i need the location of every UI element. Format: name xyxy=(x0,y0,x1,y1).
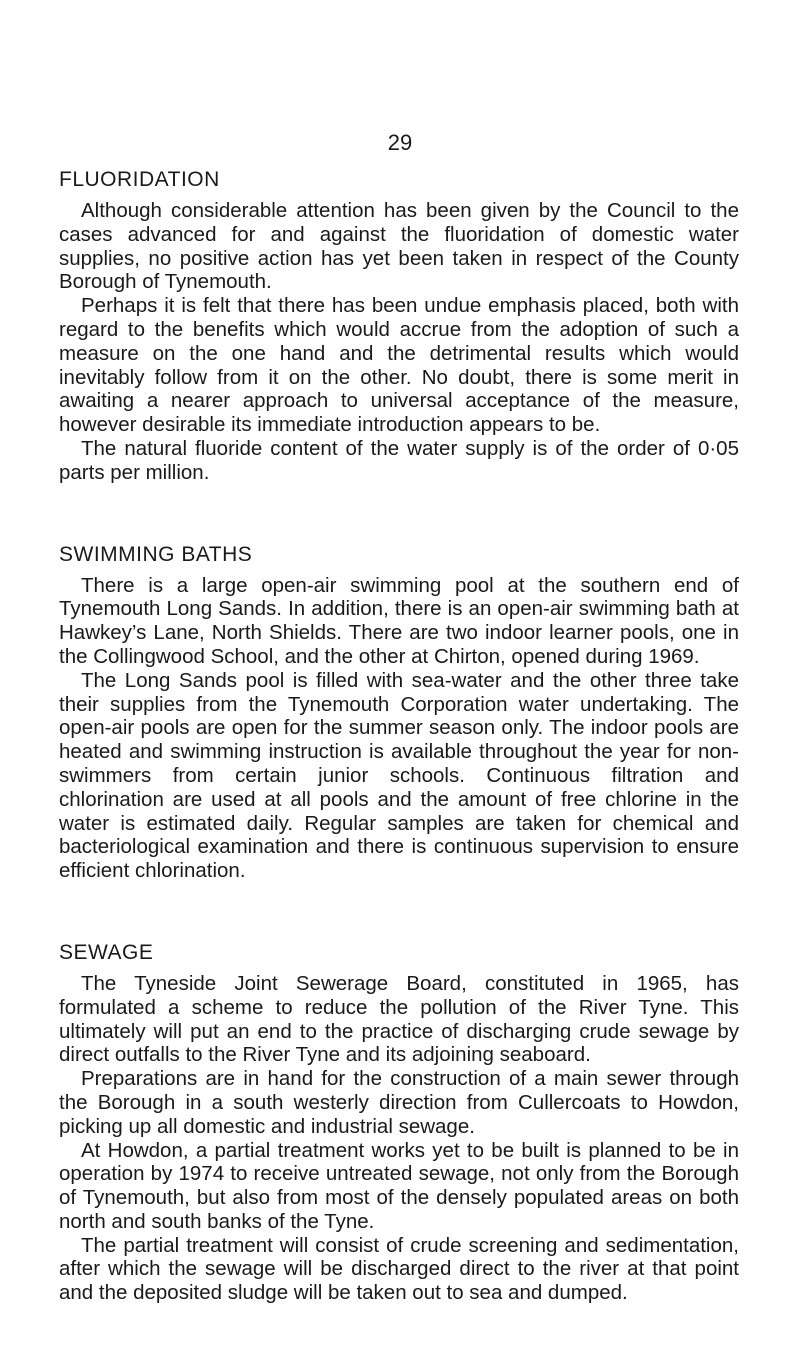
section-sewage xyxy=(59,941,739,1305)
paragraph: The natural fluoride content of the water supply is of the order of 0·05 parts per million. xyxy=(59,436,739,484)
document-body xyxy=(59,168,739,1363)
paragraph: Perhaps it is felt that there has been undue emphasis placed, both with regard to the benefits which would accrue from the adoption of such a measure on the one hand and the detrimental results which would inevitably follow from it on the other. No doubt, there is some merit in awaiting a nearer approach to universal acceptance of the measure, however desirable its immediate introduction appears to be. xyxy=(59,294,739,437)
paragraph: The Tyneside Joint Sewerage Board, constituted in 1965, has formulated a scheme to reduce the pollution of the River Tyne. This ultimately will put an end to the practice of discharging crude sewage by direct outfalls to the River Tyne and its adjoining seaboard. xyxy=(59,971,739,1067)
page-number: 29 xyxy=(387,130,413,155)
section-heading: SEWAGE xyxy=(59,940,154,964)
paragraph: The partial treatment will consist of crude screening and sedimentation, after which the sewage will be discharged direct to the river at that point and the deposited sludge will be taken out to sea and dumped. xyxy=(59,1233,739,1305)
paragraph: There is a large open-air swimming pool at the southern end of Tynemouth Long Sands. In addition, there is an open-air swimming bath at Hawkey’s Lane, North Shields. There are two indoor learner pools, one in the Collingwood School, and the other at Chirton, opened during 1969. xyxy=(59,573,739,668)
paragraph: Although considerable attention has been given by the Council to the cases advanced for and against the fluoridation of domestic water supplies, no positive action has yet been taken in respect of the County Borough of Tynemouth. xyxy=(59,199,739,294)
paragraph: At Howdon, a partial treatment works yet to be built is planned to be in operation by 1974 to receive untreated sewage, not only from the Borough of Tynemouth, but also from most of the densely populated areas on both north and south banks of the Tyne. xyxy=(59,1138,739,1233)
paragraph: Preparations are in hand for the construction of a main sewer through the Borough in a south westerly direction from Cullercoats to Howdon, picking up all domestic and industrial sewage. xyxy=(59,1067,739,1138)
section-heading: FLUORIDATION xyxy=(59,168,220,191)
section-fluoridation xyxy=(59,168,739,485)
paragraph: The Long Sands pool is filled with sea-water and the other three take their supplies from the Tynemouth Corporation water undertaking. The open-air pools are open for the summer season only. The indoor pools are heated and swimming instruction is available throughout the year for non-swimmers from certain junior schools. Continuous filtration and chlorination are used at all pools and the amount of free chlorine in the water is estimated daily. Regular samples are taken for chemical and bacteriological examination and there is continuous supervision to ensure efficient chlorination. xyxy=(59,668,739,883)
section-swimming-baths xyxy=(59,543,739,883)
section-heading: SWIMMING BATHS xyxy=(59,542,253,566)
